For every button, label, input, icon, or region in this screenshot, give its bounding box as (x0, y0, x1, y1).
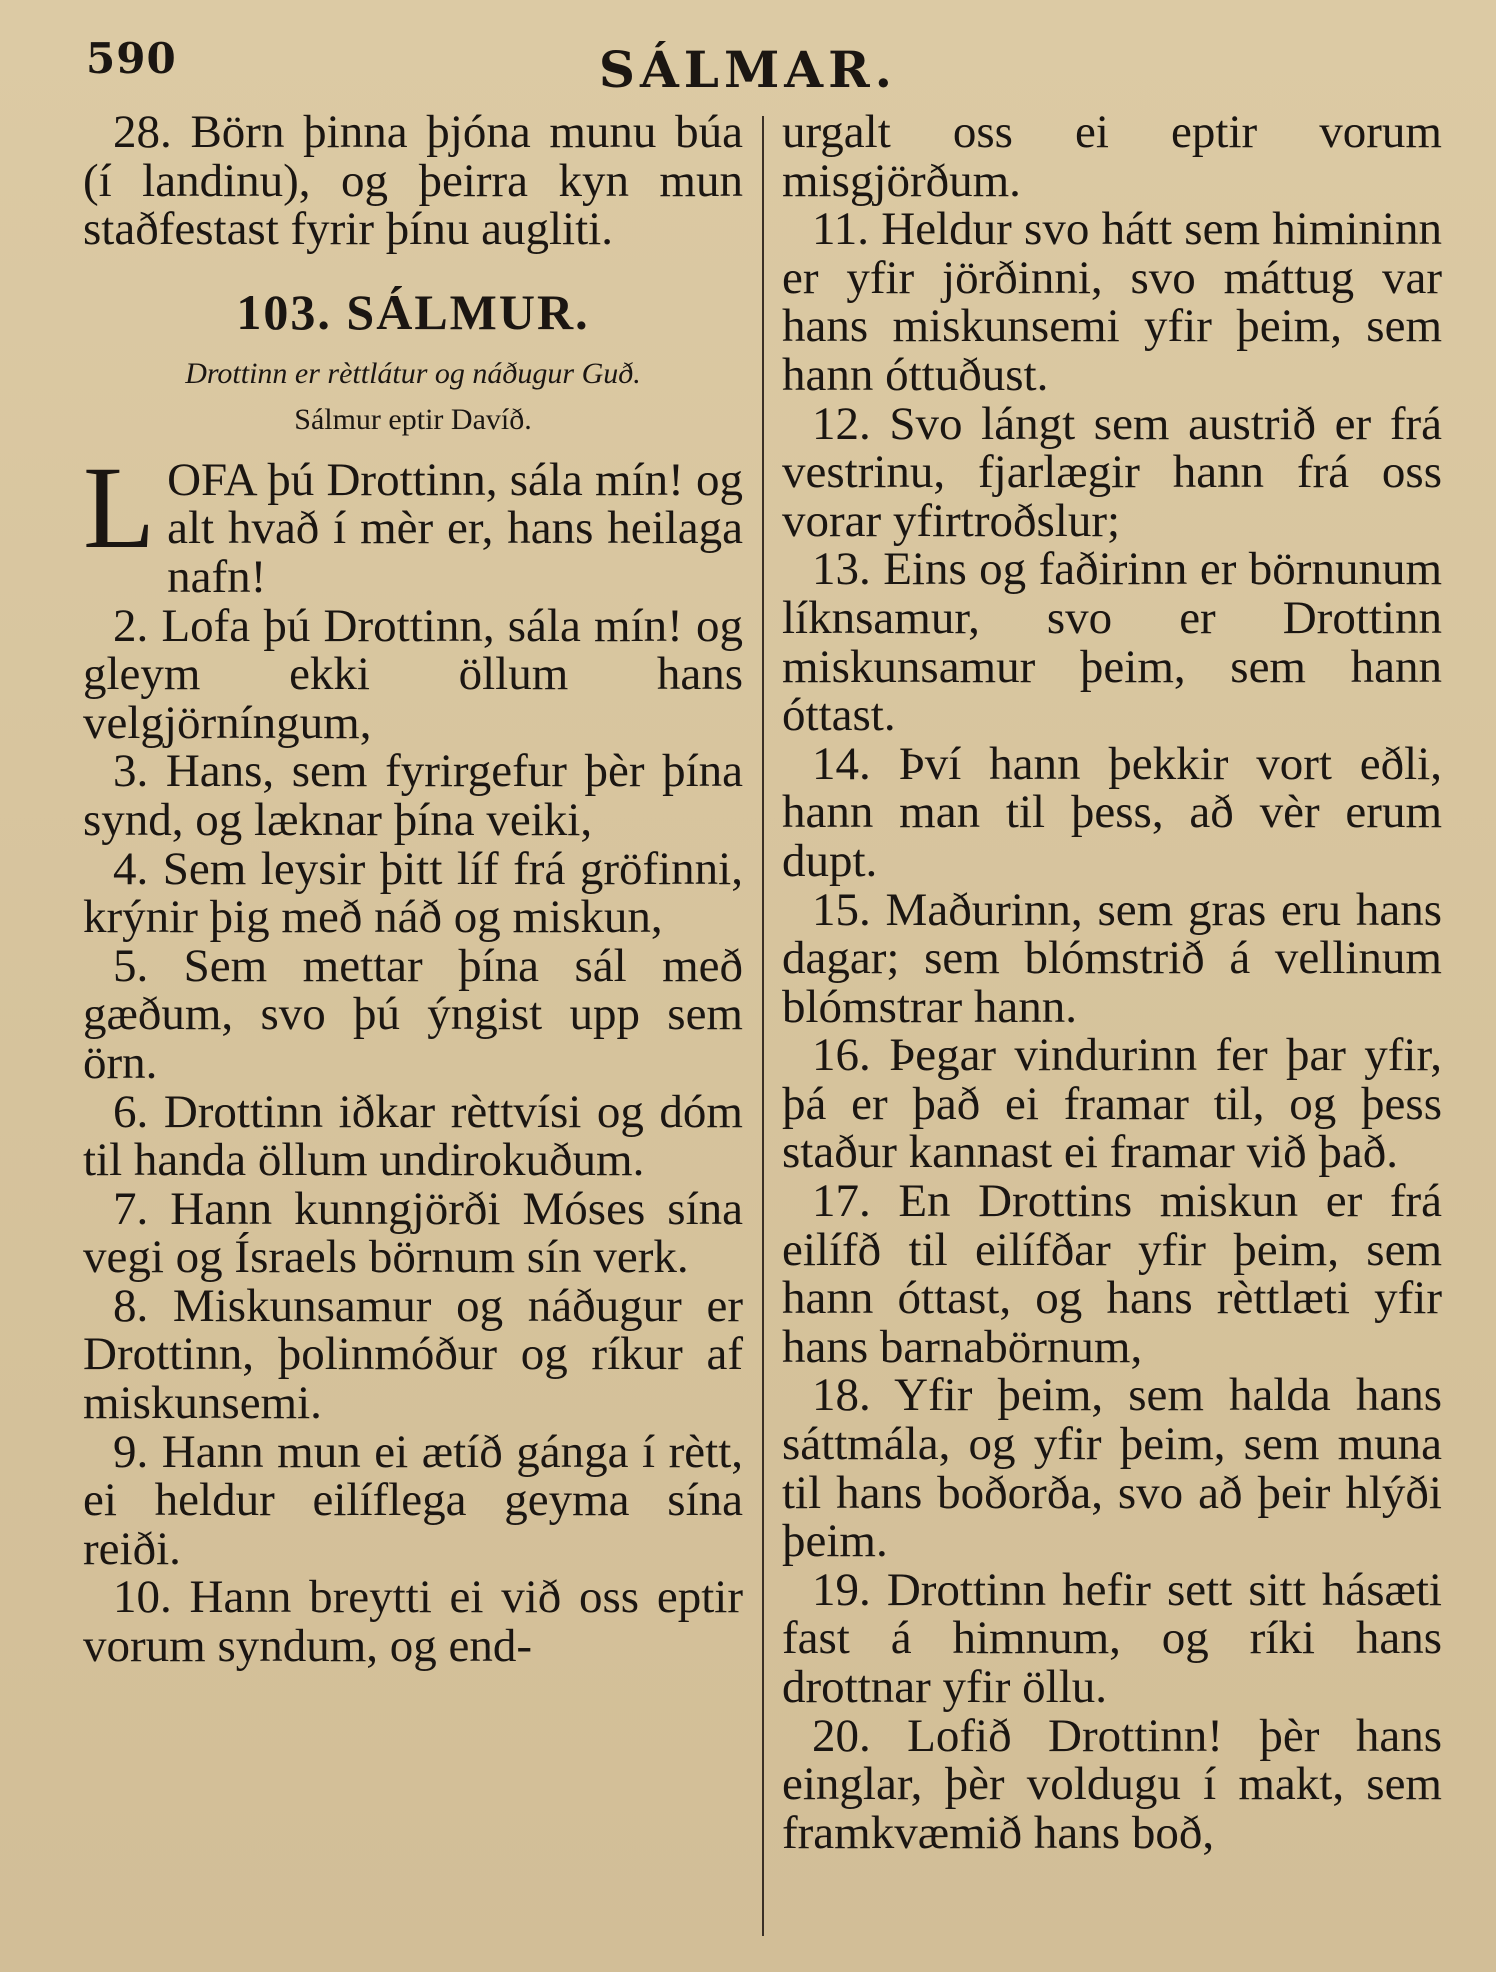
verse-20: 20. Lofið Drottinn! þèr hans einglar, þèr voldugu í makt, sem framkvæmið hans boð, (782, 1709, 1442, 1859)
verse-14: 14. Því hann þekkir vort eðli, hann man til þess, að vèr erum dupt. (782, 737, 1442, 887)
verse-4: 4. Sem leysir þitt líf frá gröfinni, krýnir þig með náð og miskun, (83, 842, 743, 944)
verse-3: 3. Hans, sem fyrirgefur þèr þína synd, og læknar þína veiki, (83, 745, 743, 846)
drop-cap: L (83, 441, 156, 573)
right-column (782, 108, 1442, 1857)
verse-19: 19. Drottinn hefir sett sitt hásæti fast á himnum, og ríki hans drottnar yfir öllu. (782, 1563, 1442, 1713)
verse-6: 6. Drottinn iðkar rèttvísi og dóm til handa öllum undirokuðum. (83, 1085, 743, 1187)
verse-18: 18. Yfir þeim, sem halda hans sáttmála, og yfir þeim, sem muna til hans boðorða, svo að þeir hlýði þeim. (782, 1369, 1442, 1568)
running-title: SÁLMAR. (598, 40, 898, 99)
opening-verse-text: OFA þú Drottinn, sála mín! og alt hvað í mèr er, hans heilaga nafn! (167, 453, 743, 603)
psalm-heading: 103. SÁLMUR. (236, 283, 590, 340)
verse-16: 16. Þegar vindurinn fer þar yfir, þá er það ei framar til, og þess staður kannast ei framar við það. (782, 1029, 1442, 1179)
verse-12: 12. Svo lángt sem austrið er frá vestrinu, fjarlægir hann frá oss vorar yfirtroðslur; (782, 397, 1442, 547)
verse-10: 10. Hann breytti ei við oss eptir vorum syndum, og end- (83, 1571, 743, 1673)
psalm-subtitle: Drottinn er rèttlátur og náðugur Guð. (185, 356, 641, 390)
verse-28: 28. Börn þinna þjóna munu búa (í landinu), og þeirra kyn mun staðfestast fyrir þínu augliti. (83, 106, 743, 256)
verse-17: 17. En Drottins miskun er frá eilífð til eilífðar yfir þeim, sem hann óttast, og hans rèttlæti yfir hans barnabörnum, (782, 1175, 1442, 1373)
verse-13: 13. Eins og faðirinn er börnunum líknsamur, svo er Drottinn miskunsamur þeim, sem hann óttast. (782, 543, 1442, 742)
page-number: 590 (86, 34, 177, 83)
column-divider (762, 116, 764, 1936)
verse-8: 8. Miskunsamur og náðugur er Drottinn, þolinmóður og ríkur af miskunsemi. (83, 1279, 743, 1430)
left-column (83, 108, 743, 1671)
opening-verse (83, 441, 743, 603)
verse-5: 5. Sem mettar þína sál með gæðum, svo þú ýngist upp sem örn. (83, 939, 743, 1089)
psalm-attribution: Sálmur eptir Davíð. (294, 402, 532, 436)
verse-7: 7. Hann kunngjörði Móses sína vegi og Ísraels börnum sín verk. (83, 1182, 743, 1284)
verse-2: 2. Lofa þú Drottinn, sála mín! og gleym ekki öllum hans velgjörníngum, (83, 599, 743, 749)
verse-15: 15. Maðurinn, sem gras eru hans dagar; sem blómstrið á vellinum blómstrar hann. (782, 883, 1442, 1033)
verse-10-continuation: urgalt oss ei eptir vorum misgjörðum. (782, 106, 1442, 207)
verse-11: 11. Heldur svo hátt sem himininn er yfir jörðinni, svo máttug var hans miskunsemi yfir þeim, sem hann óttuðust. (782, 203, 1442, 401)
verse-9: 9. Hann mun ei ætíð gánga í rètt, ei heldur eilíflega geyma sína reiði. (83, 1425, 743, 1575)
